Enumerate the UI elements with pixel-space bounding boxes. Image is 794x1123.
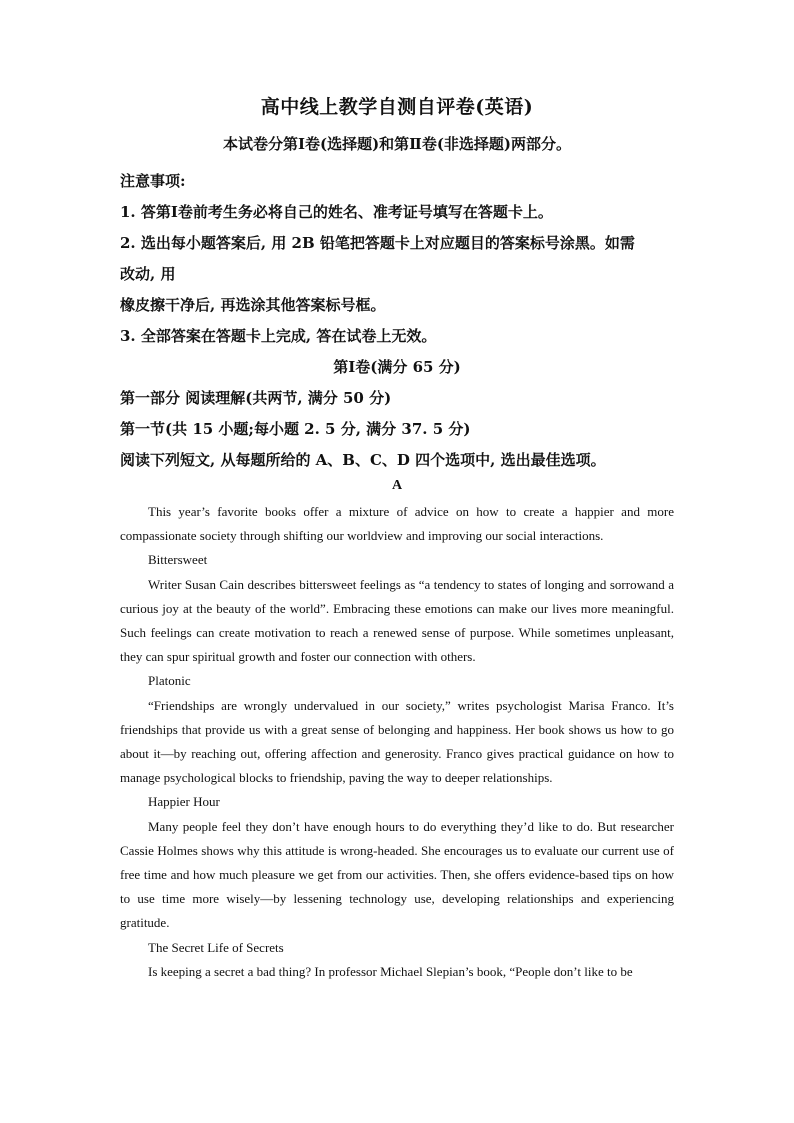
page-title: 高中线上教学自测自评卷(英语) [260, 96, 534, 118]
note-item-3: 3. 全部答案在答题卡上完成, 答在试卷上无效。 [120, 327, 437, 345]
page-subtitle: 本试卷分第Ⅰ卷(选择题)和第Ⅱ卷(非选择题)两部分。 [222, 135, 572, 153]
notes-section [120, 166, 674, 352]
part-one-heading: 第一部分 阅读理解(共两节, 满分 50 分) [120, 389, 392, 407]
note-item-2-end: 橡皮擦干净后, 再选涂其他答案标号框。 [120, 296, 386, 314]
book-title-bittersweet: Bittersweet [148, 552, 208, 568]
book-title-happier-hour: Happier Hour [148, 794, 220, 810]
book-text-platonic: “Friendships are wrongly undervalued in our society,” writes psychologist Marisa Franco. It’s friendships that provide us with a great sense of belonging and happiness. Her book shows us how to go about it—by reaching out, offering affection and generosity. Franco gives practical guidance on how to manage psychological blocks to friendship, paving the way to deeper relationships. [120, 697, 674, 786]
section-one-heading: 第一节(共 15 小题;每小题 2. 5 分, 满分 37. 5 分) [120, 420, 471, 438]
book-title-secret-life: The Secret Life of Secrets [148, 939, 284, 955]
passage-a [120, 500, 674, 984]
book-text-bittersweet: Writer Susan Cain describes bittersweet feelings as “a tendency to states of longing and sorrowand a curious joy at the beauty of the world”. Embracing these emotions can make our lives more meaningful. Such feelings can create motivation to reach a renewed sense of purpose. While sometimes unpleasant, they can spur spiritual growth and foster our connection with others. [120, 576, 674, 665]
note-item-2-continued: 改动, 用 [120, 265, 176, 283]
reading-instruction: 阅读下列短文, 从每题所给的 A、B、C、D 四个选项中, 选出最佳选项。 [120, 451, 606, 469]
book-text-secret-life: Is keeping a secret a bad thing? In professor Michael Slepian’s book, “People don’t like to be [148, 963, 633, 979]
book-title-platonic: Platonic [148, 673, 191, 689]
passage-letter: A [391, 478, 403, 493]
notes-label: 注意事项: [120, 172, 186, 190]
note-item-1: 1. 答第Ⅰ卷前考生务必将自己的姓名、准考证号填写在答题卡上。 [120, 203, 553, 221]
note-item-2: 2. 选出每小题答案后, 用 2B 铅笔把答题卡上对应题目的答案标号涂黑。如需 [120, 234, 635, 252]
book-text-happier-hour: Many people feel they don’t have enough hours to do everything they’d like to do. But researcher Cassie Holmes shows why this attitude is wrong-headed. She encourages us to evaluate our current use of free time and how much pleasure we get from our activities. Then, she offers evidence-based tips on how to use time more wisely—by lessening technology use, developing relationships and experiencing gratitude. [120, 818, 674, 931]
volume-title: 第Ⅰ卷(满分 65 分) [333, 358, 461, 376]
passage-intro: This year’s favorite books offer a mixture of advice on how to create a happier and more compassionate society through shifting our worldview and improving our social interactions. [120, 504, 674, 544]
